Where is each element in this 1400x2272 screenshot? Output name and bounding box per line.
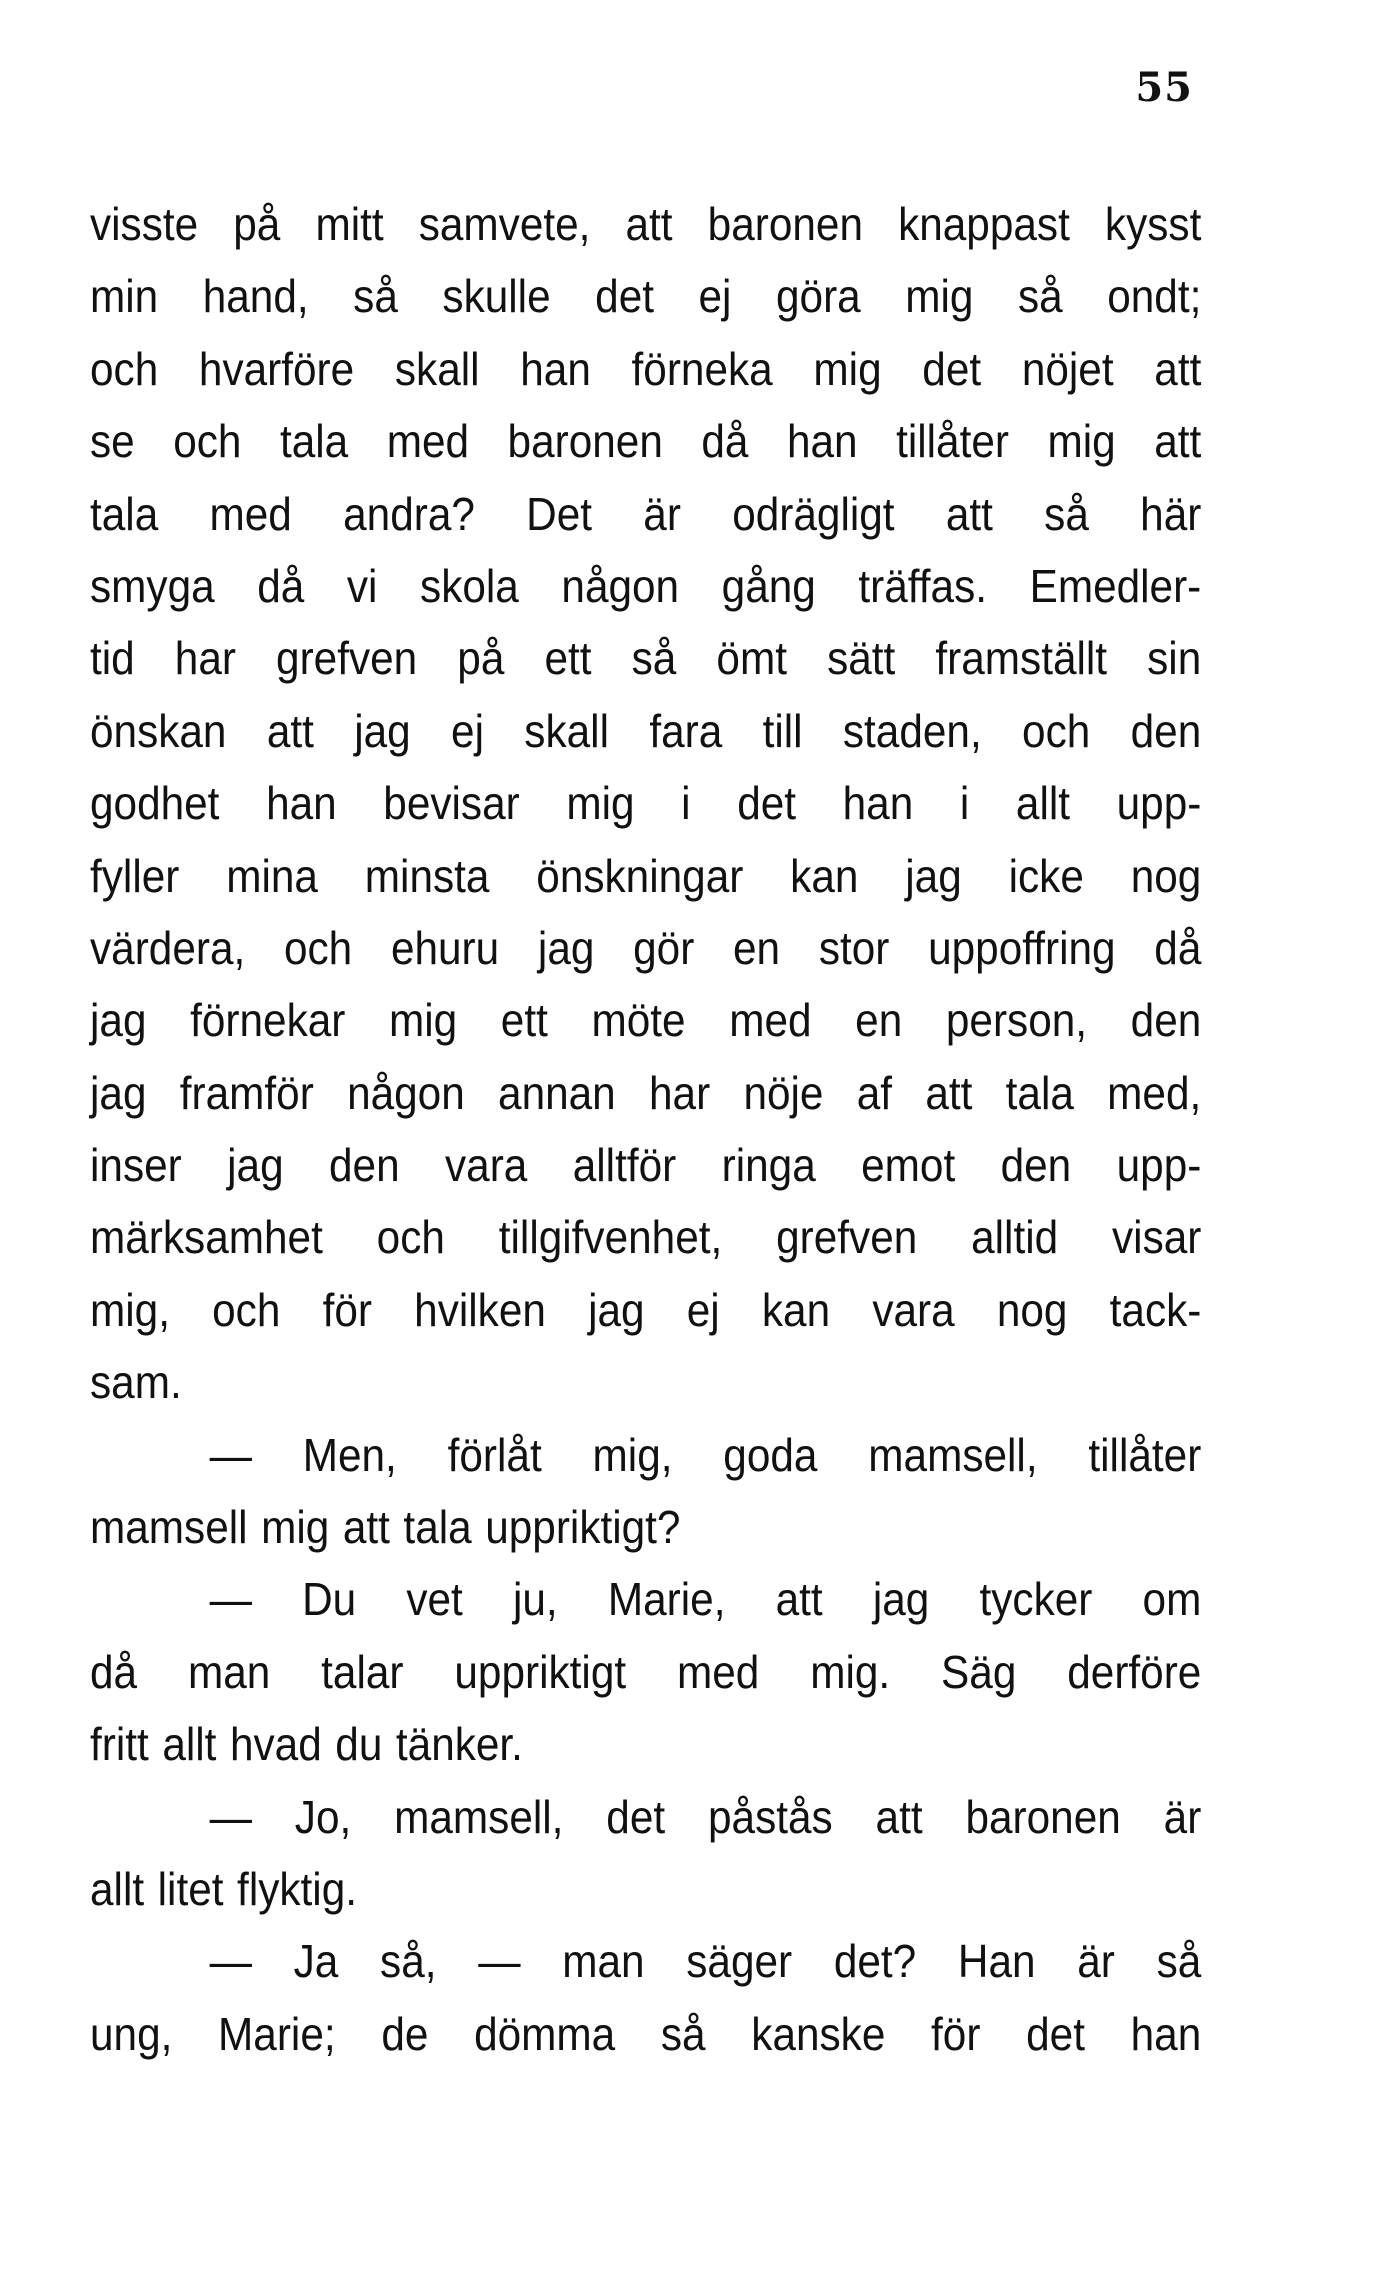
word: att: [945, 487, 993, 540]
word: tid: [90, 632, 135, 685]
word: emot: [861, 1139, 956, 1192]
word: kan: [761, 1283, 831, 1336]
word: alltid: [971, 1211, 1059, 1264]
word: ett: [544, 632, 592, 685]
word: samvete,: [418, 198, 591, 250]
word: det?: [833, 1935, 917, 1988]
text-line: [90, 260, 1201, 332]
word: Marie,: [607, 1573, 726, 1626]
word: icke: [1008, 849, 1084, 902]
word: mina: [226, 849, 318, 902]
text-line: [90, 333, 1201, 405]
word: ju,: [512, 1573, 558, 1626]
word: till: [762, 704, 803, 757]
word: sam.: [90, 1356, 182, 1409]
word: så: [1156, 1935, 1202, 1988]
word: inser: [90, 1139, 182, 1192]
word: för: [931, 2007, 981, 2060]
word: träffas.: [858, 559, 988, 612]
text-line: [90, 1781, 1201, 1853]
word: då: [1154, 921, 1202, 974]
word: fara: [649, 704, 723, 757]
word: grefven: [276, 632, 418, 685]
text-line: [90, 1853, 1113, 1925]
word: andra?: [343, 487, 475, 540]
text-line: [90, 1129, 1201, 1201]
word: person,: [945, 994, 1088, 1047]
word: hvad: [229, 1718, 322, 1771]
word: dömma: [474, 2007, 616, 2060]
word: mamsell,: [394, 1790, 564, 1843]
text-line: [90, 912, 1201, 984]
word: en: [855, 994, 903, 1047]
word: och: [212, 1283, 281, 1336]
word: nöjet: [1021, 342, 1114, 395]
word: så,: [380, 1935, 437, 1988]
word: litet: [157, 1862, 224, 1915]
word: att: [875, 1790, 923, 1843]
word: om: [1142, 1573, 1202, 1626]
word: hvilken: [414, 1283, 546, 1336]
word: påstås: [707, 1790, 833, 1843]
word: upp-: [1116, 777, 1202, 830]
word: mig: [813, 342, 882, 395]
word: du: [335, 1718, 383, 1771]
word: Men,: [302, 1428, 397, 1481]
word: det: [1026, 2007, 1085, 2060]
word: jag: [537, 921, 595, 974]
word: smyga: [90, 559, 215, 612]
word: han: [520, 342, 591, 395]
word: derföre: [1067, 1645, 1202, 1698]
word: skola: [420, 559, 519, 612]
word: mig: [566, 777, 635, 830]
word: se: [90, 415, 135, 468]
word: mig,: [90, 1283, 170, 1336]
word: värdera,: [90, 921, 246, 974]
word: har: [649, 1066, 711, 1119]
text-line: [90, 550, 1201, 622]
text-line: [90, 767, 1201, 839]
text-line: [90, 1636, 1201, 1708]
word: kysst: [1104, 198, 1202, 250]
word: skall: [524, 704, 609, 757]
word: jag: [588, 1283, 645, 1336]
text-line: [90, 622, 1201, 694]
word: tycker: [979, 1573, 1093, 1626]
word: de: [381, 2007, 429, 2060]
word: ej: [686, 1283, 720, 1336]
text-line: [90, 188, 1201, 260]
word: nöje: [743, 1066, 824, 1119]
word: staden,: [842, 704, 982, 757]
word: bevisar: [383, 777, 520, 830]
word: hvarföre: [198, 342, 355, 395]
word: alltför: [572, 1139, 677, 1192]
word: tillgifvenhet,: [498, 1211, 723, 1264]
word: nog: [996, 1283, 1068, 1336]
word: fritt: [90, 1718, 149, 1771]
word: med,: [1107, 1066, 1202, 1119]
word: och: [1022, 704, 1091, 757]
word: grefven: [776, 1211, 918, 1264]
text-line: [90, 1201, 1201, 1273]
text-line: [90, 1057, 1201, 1129]
word: en: [733, 921, 781, 974]
word: mitt: [315, 198, 384, 250]
word: visar: [1112, 1211, 1202, 1264]
word: så: [660, 2007, 706, 2060]
word: förnekar: [190, 994, 346, 1047]
word: tala: [1005, 1066, 1074, 1119]
word: med: [729, 994, 812, 1047]
word: Säg: [941, 1645, 1017, 1698]
word: förneka: [631, 342, 773, 395]
word: Emedler-: [1029, 559, 1202, 612]
text-line: [90, 840, 1201, 912]
word: ett: [500, 994, 548, 1047]
word: är: [643, 487, 681, 540]
word: göra: [776, 270, 861, 323]
word: gör: [633, 921, 695, 974]
word: vet: [406, 1573, 463, 1626]
word: vara: [445, 1139, 528, 1192]
word: mamsell: [90, 1501, 248, 1554]
word: Ja: [293, 1935, 339, 1988]
word: och: [376, 1211, 445, 1264]
word: att: [1154, 415, 1202, 468]
text-line: [90, 1708, 1113, 1780]
word: önskan: [90, 704, 227, 757]
word: mig,: [592, 1428, 673, 1481]
word: någon: [561, 559, 680, 612]
word: någon: [347, 1066, 465, 1119]
word: skulle: [442, 270, 551, 323]
word: ömt: [716, 632, 787, 685]
word: ondt;: [1107, 270, 1202, 323]
word: tillåter: [896, 415, 1009, 468]
word: på: [233, 198, 281, 250]
word: i: [959, 777, 970, 830]
word: så: [1017, 270, 1063, 323]
word: af: [856, 1066, 893, 1119]
word: att: [625, 198, 673, 250]
text-line: [90, 1925, 1201, 1997]
word: med: [386, 415, 470, 468]
word: och: [173, 415, 242, 468]
word: flyktig.: [237, 1862, 358, 1915]
word: —: [478, 1935, 521, 1988]
word: vi: [346, 559, 378, 612]
text-line: [90, 405, 1201, 477]
word: då: [701, 415, 749, 468]
word: —: [209, 1935, 252, 1988]
word: tänker.: [395, 1718, 523, 1771]
word: framställt: [935, 632, 1108, 685]
word: ehuru: [390, 921, 500, 974]
word: uppoffring: [928, 921, 1116, 974]
word: mig.: [810, 1645, 891, 1698]
word: stor: [818, 921, 890, 974]
word: i: [681, 777, 691, 830]
text-line: [90, 695, 1201, 767]
word: möte: [591, 994, 686, 1047]
word: är: [1163, 1790, 1202, 1843]
word: tillåter: [1088, 1428, 1202, 1481]
word: baronen: [507, 415, 663, 468]
word: minsta: [364, 849, 490, 902]
word: ringa: [721, 1139, 816, 1192]
word: allt: [1015, 777, 1071, 830]
text-line: [90, 1563, 1201, 1635]
word: Jo,: [294, 1790, 352, 1843]
word: så: [631, 632, 677, 685]
word: att: [266, 704, 314, 757]
word: sin: [1147, 632, 1202, 685]
word: jag: [227, 1139, 284, 1192]
word: med: [677, 1645, 760, 1698]
word: godhet: [90, 777, 220, 830]
word: ung,: [90, 2007, 173, 2060]
word: mig: [261, 1501, 330, 1554]
text-line: [90, 1491, 1113, 1563]
word: det: [595, 270, 654, 323]
text-line: [90, 478, 1201, 550]
word: skall: [394, 342, 480, 395]
word: han: [786, 415, 858, 468]
word: för: [322, 1283, 372, 1336]
word: och: [90, 342, 159, 395]
word: mig: [905, 270, 974, 323]
word: jag: [872, 1573, 930, 1626]
word: goda: [723, 1428, 818, 1481]
word: tack-: [1109, 1283, 1202, 1336]
word: man: [187, 1645, 271, 1698]
word: allt: [162, 1718, 217, 1771]
word: då: [90, 1645, 138, 1698]
word: jag: [90, 1066, 147, 1119]
word: gång: [721, 559, 816, 612]
text-line: [90, 984, 1201, 1056]
word: mamsell,: [868, 1428, 1038, 1481]
word: Det: [526, 487, 593, 540]
word: det: [737, 777, 797, 830]
word: så: [1044, 487, 1089, 540]
text-line: [90, 1346, 1113, 1418]
word: allt: [90, 1862, 145, 1915]
word: att: [925, 1066, 973, 1119]
word: talar: [321, 1645, 404, 1698]
word: vara: [872, 1283, 955, 1336]
word: knappast: [898, 198, 1070, 250]
word: jag: [354, 704, 411, 757]
word: då: [257, 559, 305, 612]
word: man: [562, 1935, 645, 1988]
word: att: [775, 1573, 823, 1626]
word: min: [90, 270, 159, 323]
word: så: [353, 270, 398, 323]
word: baronen: [965, 1790, 1121, 1843]
word: med: [209, 487, 292, 540]
word: det: [922, 342, 982, 395]
word: och: [283, 921, 353, 974]
word: uppriktigt: [454, 1645, 627, 1698]
page-number: 55: [1135, 64, 1193, 111]
word: den: [329, 1139, 400, 1192]
word: Marie;: [218, 2007, 336, 2060]
body-text: [90, 188, 1202, 2070]
word: ej: [451, 704, 484, 757]
word: kanske: [751, 2007, 886, 2060]
word: visste: [90, 198, 199, 250]
word: han: [266, 777, 337, 830]
word: här: [1140, 487, 1202, 540]
word: baronen: [707, 198, 863, 250]
word: framför: [179, 1066, 314, 1119]
word: Du: [302, 1573, 357, 1626]
word: jag: [90, 994, 147, 1047]
word: ej: [698, 270, 732, 323]
word: den: [1000, 1139, 1072, 1192]
word: odrägligt: [732, 487, 895, 540]
word: förlåt: [447, 1428, 542, 1481]
word: han: [842, 777, 914, 830]
word: tala: [403, 1501, 472, 1554]
word: upp-: [1116, 1139, 1202, 1192]
word: har: [174, 632, 236, 685]
word: uppriktigt?: [485, 1501, 681, 1554]
word: jag: [905, 849, 962, 902]
word: mig: [388, 994, 458, 1047]
word: —: [209, 1790, 252, 1843]
word: på: [457, 632, 505, 685]
text-line: [90, 1274, 1201, 1346]
word: den: [1130, 704, 1202, 757]
word: hand,: [202, 270, 309, 323]
word: annan: [498, 1066, 616, 1119]
word: tala: [279, 415, 349, 468]
word: den: [1130, 994, 1202, 1047]
word: är: [1077, 1935, 1115, 1988]
text-line: [90, 1419, 1201, 1491]
word: att: [1154, 342, 1202, 395]
word: sätt: [827, 632, 896, 685]
word: märksamhet: [90, 1211, 323, 1264]
word: mig: [1047, 415, 1116, 468]
word: —: [209, 1428, 252, 1481]
word: att: [342, 1501, 390, 1554]
word: kan: [790, 849, 859, 902]
word: —: [209, 1573, 252, 1626]
word: nog: [1130, 849, 1202, 902]
word: tala: [90, 487, 159, 540]
text-line: [90, 1998, 1201, 2070]
word: det: [606, 1790, 666, 1843]
word: fyller: [90, 849, 180, 902]
word: önskningar: [536, 849, 744, 902]
word: han: [1130, 2007, 1202, 2060]
word: Han: [957, 1935, 1036, 1988]
word: säger: [686, 1935, 793, 1988]
